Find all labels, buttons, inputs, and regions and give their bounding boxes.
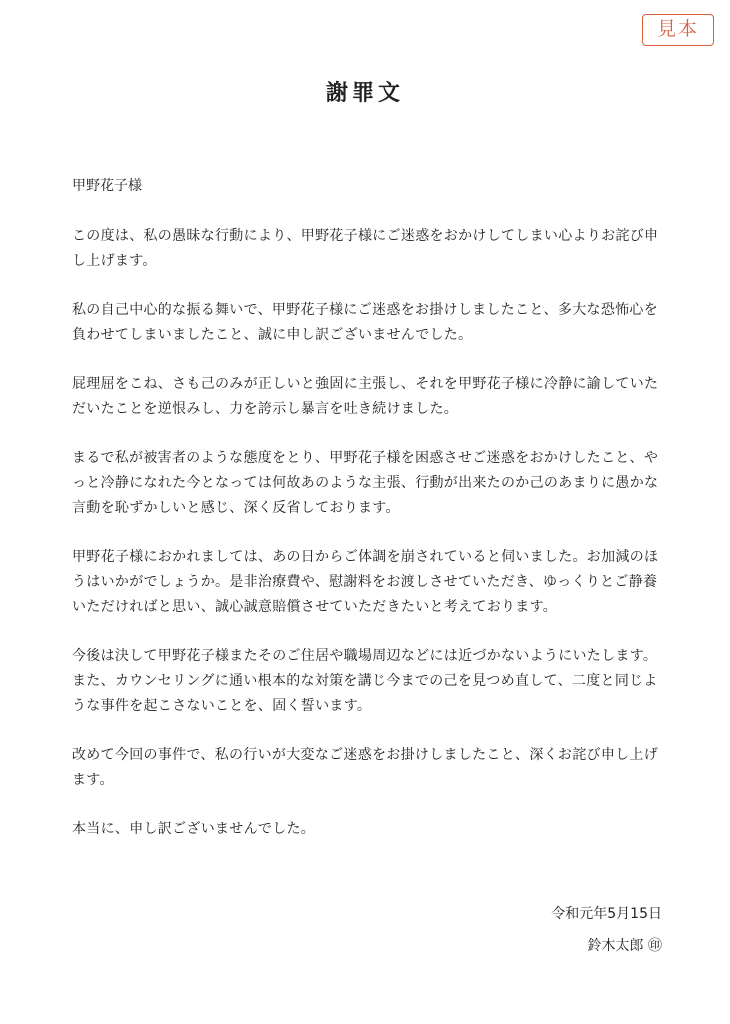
document-title: 謝罪文 xyxy=(325,81,404,106)
signature: 鈴木太郎 ㊞ xyxy=(587,938,662,954)
letter-date: 令和元年5月15日 xyxy=(551,906,662,922)
paragraph-7: 改めて今回の事件で、私の行いが大変なご迷惑をお掛けしましたこと、深くお詫び申し上げます。 xyxy=(72,747,659,788)
paragraph-1: この度は、私の愚昧な行動により、甲野花子様にご迷惑をおかけしてしまい心よりお詫び申し上げます。 xyxy=(72,228,659,269)
paragraph-8: 本当に、申し訳ございませんでした。 xyxy=(72,821,316,837)
paragraph-5: 甲野花子様におかれましては、あの日からご体調を崩されていると伺いました。お加減のほうはいかがでしょうか。是非治療費や、慰謝料をお渡しさせていただき、ゆっくりとご静養いただければと思い、誠心誠意賠償させていただきたいと考えております。 xyxy=(72,549,659,615)
addressee: 甲野花子様 xyxy=(72,178,142,194)
sample-stamp: 見本 xyxy=(642,14,714,46)
paragraph-3: 屁理屈をこね、さも己のみが正しいと強固に主張し、それを甲野花子様に冷静に諭していただいたことを逆恨みし、力を誇示し暴言を吐き続けました。 xyxy=(72,376,659,417)
paragraph-4: まるで私が被害者のような態度をとり、甲野花子様を困惑させご迷惑をおかけしたこと、やっと冷静になれた今となっては何故あのような主張、行動が出来たのか己のあまりに愚かな言動を恥ずかしいと感じ、深く反省しております。 xyxy=(72,450,659,516)
letter-body xyxy=(72,174,662,866)
paragraph-2: 私の自己中心的な振る舞いで、甲野花子様にご迷惑をお掛けしましたこと、多大な恐怖心を負わせてしまいましたこと、誠に申し訳ございませんでした。 xyxy=(72,302,659,343)
paragraph-6: 今後は決して甲野花子様またそのご住居や職場周辺などには近づかないようにいたします。また、カウンセリングに通い根本的な対策を講じ今までの己を見つめ直して、二度と同じような事件を起こさないことを、固く誓います。 xyxy=(72,648,658,714)
